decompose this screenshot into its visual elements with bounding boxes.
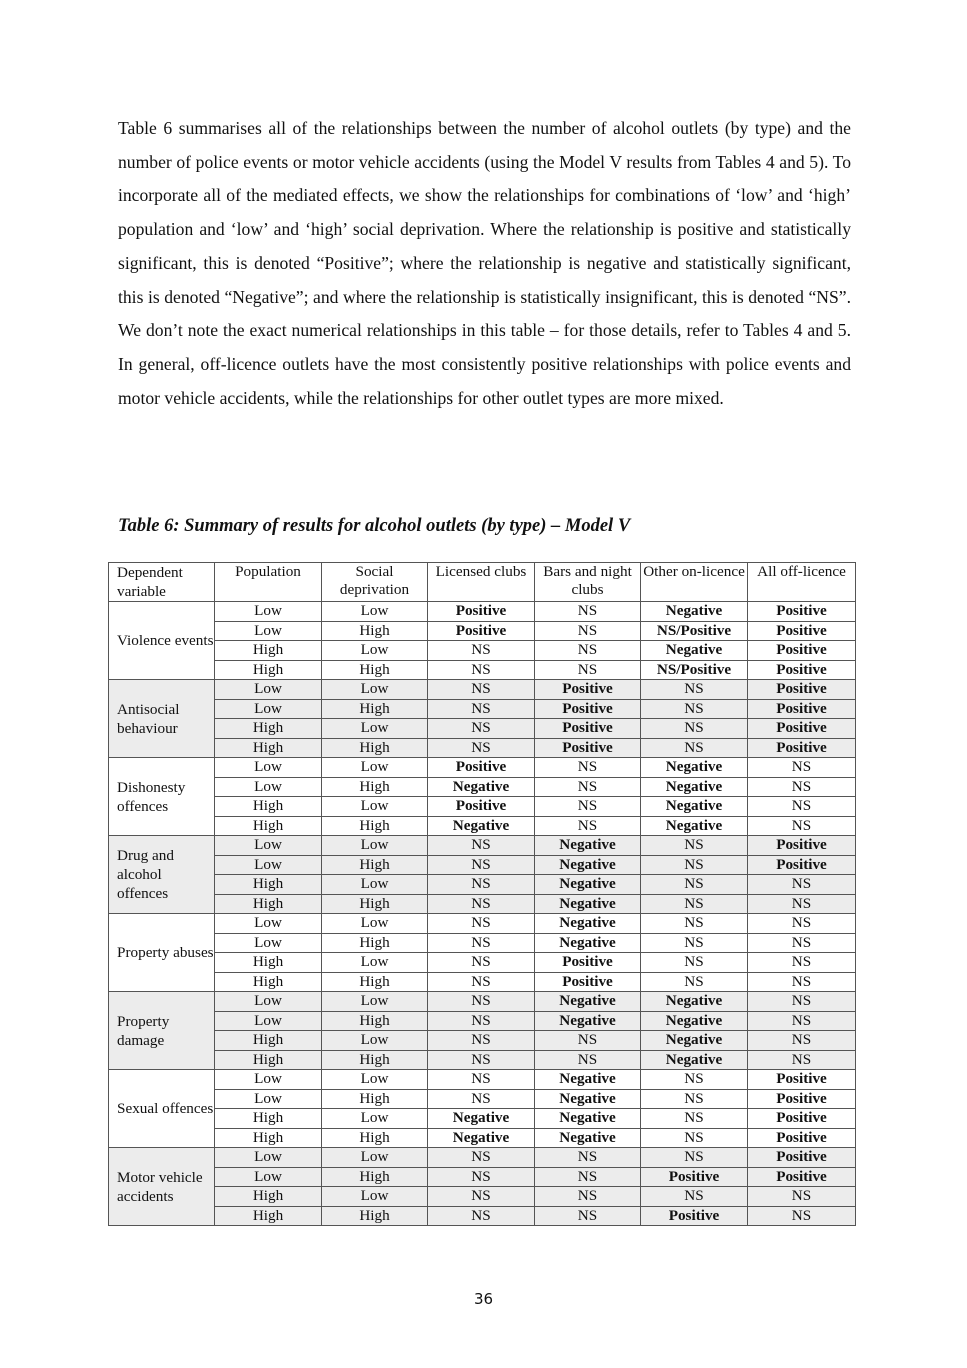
table-cell: NS: [641, 1089, 748, 1109]
table-cell: High: [215, 719, 322, 739]
table-cell: Low: [322, 1031, 428, 1051]
table-cell: NS: [748, 1011, 856, 1031]
table-cell: NS: [535, 777, 641, 797]
table-cell: Low: [215, 621, 322, 641]
table-cell: High: [215, 894, 322, 914]
table-cell: NS: [748, 953, 856, 973]
table-cell: Negative: [641, 816, 748, 836]
dependent-variable-cell: Antisocial behaviour: [109, 680, 215, 758]
table-cell: Positive: [748, 641, 856, 661]
table-cell: Negative: [641, 641, 748, 661]
table-cell: NS: [641, 738, 748, 758]
table-cell: NS: [748, 875, 856, 895]
table-cell: Low: [215, 855, 322, 875]
body-paragraph: Table 6 summarises all of the relationships between the number of alcohol outlets (by type) and the number of police events or motor vehicle accidents (using the Model V results from Tables 4 and 5). To incorporate all of the mediated effects, we show the relationships for combinations of ‘low’ and ‘high’ population and ‘low’ and ‘high’ social deprivation. Where the relationship is positive and statistically significant, this is denoted “Positive”; where the relationship is negative and statistically significant, this is denoted “Negative”; and where the relationship is statistically insignificant, this is denoted “NS”. We don’t note the exact numerical relationships in this table – for those details, refer to Tables 4 and 5. In general, off-licence outlets have the most consistently positive relationships with police events and motor vehicle accidents, while the relationships for other outlet types are more mixed.: [118, 118, 851, 408]
table-cell: Low: [322, 1109, 428, 1129]
table-cell: NS: [428, 953, 535, 973]
table-row: [109, 972, 856, 992]
table-group: [109, 914, 856, 992]
table-cell: Positive: [535, 699, 641, 719]
table-cell: NS: [428, 1148, 535, 1168]
table-cell: NS: [428, 699, 535, 719]
table-cell: Negative: [535, 1109, 641, 1129]
table-cell: NS: [641, 914, 748, 934]
table-cell: NS: [428, 972, 535, 992]
table-cell: High: [215, 1206, 322, 1226]
table-cell: NS: [641, 1187, 748, 1207]
table-cell: High: [215, 1128, 322, 1148]
table-cell: Positive: [428, 797, 535, 817]
header-bars-night-clubs: Bars and night clubs: [535, 563, 641, 602]
table-cell: NS: [428, 1070, 535, 1090]
table-header: [109, 563, 856, 602]
table-cell: Positive: [641, 1167, 748, 1187]
table-cell: Low: [322, 1070, 428, 1090]
table-cell: Low: [215, 1070, 322, 1090]
table-cell: Low: [322, 797, 428, 817]
table-cell: High: [322, 621, 428, 641]
table-cell: NS: [535, 621, 641, 641]
dependent-variable-cell: Drug and alcohol offences: [109, 836, 215, 914]
table-cell: Low: [322, 1187, 428, 1207]
table-cell: Negative: [535, 855, 641, 875]
table-cell: Positive: [748, 1089, 856, 1109]
table-cell: Negative: [641, 758, 748, 778]
table-cell: NS: [748, 894, 856, 914]
table-cell: NS: [428, 914, 535, 934]
dependent-variable-cell: Violence events: [109, 602, 215, 680]
table-cell: NS: [535, 797, 641, 817]
table-cell: Positive: [748, 660, 856, 680]
dependent-variable-cell: Sexual offences: [109, 1070, 215, 1148]
dependent-variable-cell: Property abuses: [109, 914, 215, 992]
table-cell: NS: [428, 1089, 535, 1109]
table-cell: Positive: [535, 972, 641, 992]
table-row: [109, 797, 856, 817]
table-cell: Negative: [535, 914, 641, 934]
table-cell: NS: [428, 894, 535, 914]
table-cell: High: [215, 797, 322, 817]
table-row: [109, 641, 856, 661]
table-cell: NS: [428, 719, 535, 739]
table-cell: Low: [215, 933, 322, 953]
table-row: [109, 738, 856, 758]
table-cell: Negative: [535, 1128, 641, 1148]
dependent-variable-cell: Motor vehicle accidents: [109, 1148, 215, 1226]
table-cell: Negative: [641, 602, 748, 622]
table-cell: Negative: [428, 816, 535, 836]
table-cell: Negative: [428, 777, 535, 797]
table-cell: NS: [535, 1206, 641, 1226]
table-row: [109, 816, 856, 836]
table-cell: High: [322, 660, 428, 680]
table-row: [109, 777, 856, 797]
table-cell: Positive: [748, 602, 856, 622]
table-row: [109, 602, 856, 622]
table-group: [109, 602, 856, 680]
table-cell: Low: [215, 1148, 322, 1168]
table-cell: High: [215, 1187, 322, 1207]
table-row: [109, 933, 856, 953]
table-cell: NS: [748, 777, 856, 797]
table-caption: Table 6: Summary of results for alcohol outlets (by type) – Model V: [118, 516, 631, 536]
table-cell: NS: [748, 1031, 856, 1051]
table-group: [109, 758, 856, 836]
table-cell: Low: [322, 875, 428, 895]
table-cell: Low: [322, 758, 428, 778]
table-cell: Positive: [641, 1206, 748, 1226]
table-cell: NS: [641, 699, 748, 719]
table-row: [109, 1109, 856, 1129]
header-social-deprivation: Social deprivation: [322, 563, 428, 602]
header-dependent-variable: Dependent variable: [109, 563, 215, 602]
table-cell: NS: [641, 1109, 748, 1129]
table-cell: NS: [428, 836, 535, 856]
table-row: [109, 660, 856, 680]
table-cell: Positive: [748, 621, 856, 641]
table-cell: Negative: [535, 875, 641, 895]
table-cell: Positive: [428, 621, 535, 641]
table-cell: Positive: [535, 719, 641, 739]
table-cell: NS: [748, 992, 856, 1012]
table-cell: Positive: [428, 758, 535, 778]
table-cell: High: [215, 953, 322, 973]
table-cell: NS: [641, 933, 748, 953]
header-all-off-licence: All off-licence: [748, 563, 856, 602]
table-cell: Positive: [535, 738, 641, 758]
table-cell: High: [215, 660, 322, 680]
table-row: [109, 836, 856, 856]
table-cell: NS: [428, 855, 535, 875]
table-cell: High: [215, 1050, 322, 1070]
table-cell: Negative: [535, 992, 641, 1012]
table-cell: NS: [535, 1148, 641, 1168]
dependent-variable-cell: Dishonesty offences: [109, 758, 215, 836]
table-cell: NS: [748, 797, 856, 817]
table-cell: Positive: [748, 1148, 856, 1168]
table-cell: Low: [322, 992, 428, 1012]
table-cell: NS: [428, 875, 535, 895]
table-cell: NS: [535, 602, 641, 622]
table-cell: Positive: [748, 836, 856, 856]
table-row: [109, 1050, 856, 1070]
table-cell: Low: [215, 602, 322, 622]
table-cell: Low: [215, 914, 322, 934]
table-cell: Negative: [428, 1109, 535, 1129]
table-cell: NS: [535, 816, 641, 836]
table-row: [109, 894, 856, 914]
table-cell: Positive: [748, 699, 856, 719]
table-cell: NS: [641, 1070, 748, 1090]
table-cell: NS: [748, 1187, 856, 1207]
table-cell: Low: [322, 680, 428, 700]
table-row: [109, 875, 856, 895]
table-cell: NS: [428, 1011, 535, 1031]
table-cell: NS: [748, 758, 856, 778]
table-cell: High: [322, 816, 428, 836]
table-cell: High: [215, 972, 322, 992]
table-row: [109, 1167, 856, 1187]
table-cell: Low: [215, 777, 322, 797]
table-cell: NS: [641, 1128, 748, 1148]
table-row: [109, 914, 856, 934]
table-cell: NS: [428, 680, 535, 700]
table-cell: High: [215, 738, 322, 758]
table-row: [109, 1031, 856, 1051]
table-cell: High: [215, 816, 322, 836]
table-row: [109, 699, 856, 719]
table-cell: High: [322, 1089, 428, 1109]
table-cell: Positive: [535, 680, 641, 700]
table-cell: NS/Positive: [641, 621, 748, 641]
table-cell: NS: [428, 660, 535, 680]
table-cell: High: [322, 972, 428, 992]
table-cell: NS/Positive: [641, 660, 748, 680]
table-row: [109, 1089, 856, 1109]
table-row: [109, 855, 856, 875]
table-cell: Low: [215, 758, 322, 778]
table-cell: NS: [748, 816, 856, 836]
header-row: [109, 563, 856, 602]
table-cell: NS: [535, 758, 641, 778]
table-cell: NS: [535, 1187, 641, 1207]
table-cell: Low: [322, 1148, 428, 1168]
table-cell: Positive: [748, 1070, 856, 1090]
table-row: [109, 1011, 856, 1031]
table-group: [109, 1070, 856, 1148]
table-group: [109, 836, 856, 914]
table-cell: NS: [641, 894, 748, 914]
header-population: Population: [215, 563, 322, 602]
table-cell: Negative: [535, 1070, 641, 1090]
table-cell: Positive: [748, 738, 856, 758]
table-cell: High: [322, 933, 428, 953]
table-cell: NS: [748, 1206, 856, 1226]
table-cell: High: [215, 875, 322, 895]
table-cell: NS: [641, 719, 748, 739]
table-cell: High: [215, 641, 322, 661]
table-cell: NS: [535, 1167, 641, 1187]
table-cell: Positive: [535, 953, 641, 973]
header-licensed-clubs: Licensed clubs: [428, 563, 535, 602]
table-cell: NS: [748, 972, 856, 992]
table-row: [109, 992, 856, 1012]
table-cell: Positive: [748, 719, 856, 739]
table-cell: NS: [641, 855, 748, 875]
table-cell: Low: [322, 641, 428, 661]
table-cell: NS: [428, 1050, 535, 1070]
table-cell: Negative: [641, 992, 748, 1012]
table-cell: NS: [641, 972, 748, 992]
table-cell: Positive: [748, 680, 856, 700]
table-cell: Low: [322, 953, 428, 973]
table-cell: NS: [748, 933, 856, 953]
header-other-on-licence: Other on-licence: [641, 563, 748, 602]
table-cell: Negative: [535, 933, 641, 953]
table-cell: Positive: [748, 855, 856, 875]
table-cell: NS: [535, 641, 641, 661]
table-cell: NS: [428, 1031, 535, 1051]
table-row: [109, 680, 856, 700]
table-cell: High: [322, 699, 428, 719]
table-cell: Negative: [641, 1031, 748, 1051]
table-row: [109, 719, 856, 739]
table-cell: Low: [322, 602, 428, 622]
table-group: [109, 992, 856, 1070]
table-cell: NS: [428, 992, 535, 1012]
table-cell: High: [322, 738, 428, 758]
table-cell: High: [215, 1031, 322, 1051]
table-cell: Low: [322, 836, 428, 856]
table-cell: NS: [748, 1050, 856, 1070]
table-cell: Low: [215, 1011, 322, 1031]
table-cell: Negative: [535, 1011, 641, 1031]
table-cell: High: [322, 894, 428, 914]
table-cell: Negative: [641, 1011, 748, 1031]
table-cell: Negative: [535, 894, 641, 914]
table-cell: High: [322, 1011, 428, 1031]
table-cell: Low: [215, 699, 322, 719]
table-cell: High: [322, 1128, 428, 1148]
table-cell: NS: [428, 1187, 535, 1207]
table-cell: NS: [535, 1050, 641, 1070]
table-cell: Low: [322, 914, 428, 934]
table-cell: Positive: [748, 1167, 856, 1187]
table-cell: Negative: [535, 1089, 641, 1109]
table-row: [109, 953, 856, 973]
table-row: [109, 758, 856, 778]
table-cell: Negative: [641, 777, 748, 797]
table-cell: NS: [428, 1206, 535, 1226]
table-cell: NS: [641, 836, 748, 856]
table-cell: Low: [322, 719, 428, 739]
table-cell: NS: [535, 1031, 641, 1051]
table-row: [109, 1148, 856, 1168]
table-cell: High: [322, 1206, 428, 1226]
table-cell: Low: [215, 836, 322, 856]
table-cell: High: [322, 1050, 428, 1070]
table-cell: High: [322, 1167, 428, 1187]
table-cell: Negative: [428, 1128, 535, 1148]
page-number: 36: [473, 1290, 494, 1308]
table-cell: NS: [748, 914, 856, 934]
table-cell: NS: [641, 953, 748, 973]
table-cell: High: [322, 777, 428, 797]
table-row: [109, 1128, 856, 1148]
table-cell: NS: [641, 680, 748, 700]
table-cell: High: [322, 855, 428, 875]
table-cell: Low: [215, 680, 322, 700]
table-cell: NS: [428, 933, 535, 953]
dependent-variable-cell: Property damage: [109, 992, 215, 1070]
table-cell: NS: [641, 1148, 748, 1168]
table-cell: Negative: [641, 797, 748, 817]
table-row: [109, 621, 856, 641]
table-cell: High: [215, 1109, 322, 1129]
table-cell: NS: [428, 641, 535, 661]
results-table: [108, 562, 856, 1226]
table-row: [109, 1206, 856, 1226]
table-cell: Low: [215, 992, 322, 1012]
table-group: [109, 680, 856, 758]
table-cell: Positive: [428, 602, 535, 622]
table-cell: Low: [215, 1167, 322, 1187]
table-group: [109, 1148, 856, 1226]
table-cell: Positive: [748, 1128, 856, 1148]
table-cell: NS: [428, 1167, 535, 1187]
table-cell: NS: [428, 738, 535, 758]
table-cell: Low: [215, 1089, 322, 1109]
table-row: [109, 1070, 856, 1090]
table-cell: Positive: [748, 1109, 856, 1129]
table-cell: Negative: [641, 1050, 748, 1070]
table-row: [109, 1187, 856, 1207]
table-cell: NS: [641, 875, 748, 895]
table-cell: NS: [535, 660, 641, 680]
table-cell: Negative: [535, 836, 641, 856]
